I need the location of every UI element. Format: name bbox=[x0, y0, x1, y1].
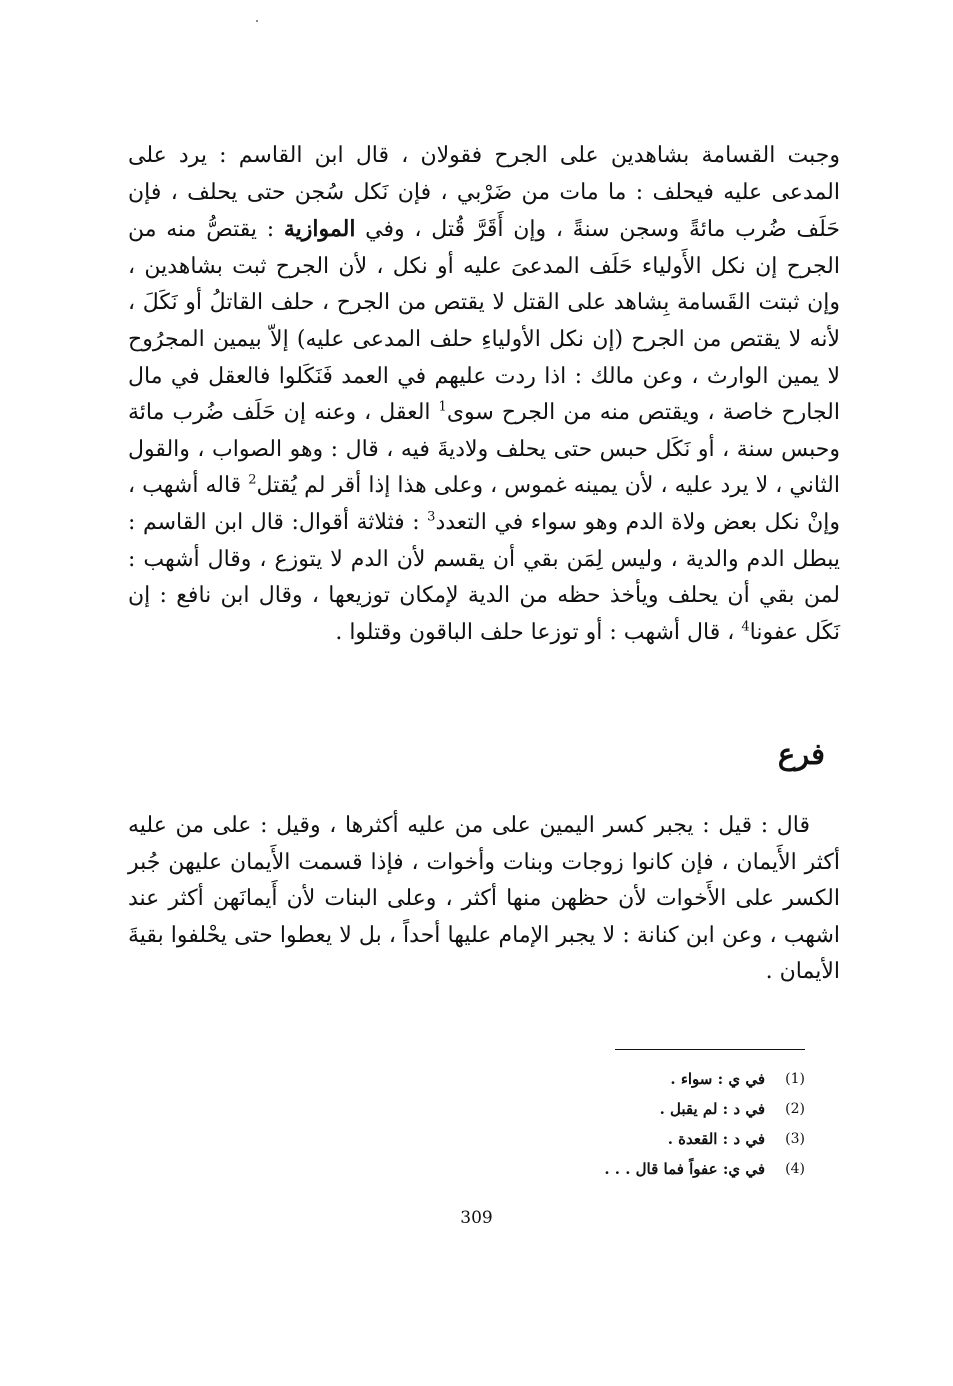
footnote-text: في د : القعدة . bbox=[667, 1130, 765, 1148]
text-run: : فثلاثة أقوال: قال ابن القاسم : يبطل الدم والدية ، وليس لِمَن بقي أن يقسم لأن الدم لا يتوزع ، وقال أشهب : لمن بقي أن يحلف ويأخذ حظه من الدية لإمكان توزيعها ، وقال ابن نافع : إن نَكَل عفونا bbox=[128, 509, 840, 645]
footnote-marker: 2 bbox=[248, 473, 257, 489]
footnote-number: (3) bbox=[785, 1131, 805, 1147]
footnote-item bbox=[505, 1124, 805, 1154]
footnote-number: (2) bbox=[785, 1101, 805, 1117]
scan-speck bbox=[256, 20, 258, 22]
main-paragraph bbox=[128, 138, 840, 651]
footnote-item bbox=[505, 1064, 805, 1094]
footnote-divider bbox=[615, 1049, 805, 1050]
footnote-text: في د : لم يقبل . bbox=[659, 1100, 765, 1118]
section-text-block bbox=[128, 808, 840, 991]
text-run: العقل ، وعنه إن حَلَف ضُرب مائة وحبس سنة ، أو نَكَل حبس حتى يحلف ولاديةَ فيه ، قال : وهو الصواب ، والقول الثاني ، لا يرد عليه ، لأن يمينه غموس ، وعلى هذا إذا أقر لم يُقتل bbox=[128, 400, 840, 499]
text-run: : يقتصُّ منه من الجرح إن نكل الأَولياء حَلَف المدعىَ عليه أو نكل ، لأن الجرح ثبت بشاهدين ، وإن ثبتت القَسامة بِشاهد على القتل لا يقتص من الجرح ، حلف القاتلُ أو نَكَلَ ، لأنه لا يقتص من الجرح (إن نكل الأولياءِ حلف المدعى عليه) إلاّ بيمين المجرُوح لا يمين الوارث ، وعن مالك : اذا ردت عليهم في العمد فَنَكَلوا فالعقل في مال الجارح خاصة ، ويقتص منه من الجرح سوى bbox=[128, 217, 840, 426]
footnote-marker: 4 bbox=[741, 619, 750, 635]
footnotes-list bbox=[505, 1064, 805, 1184]
footnote-item bbox=[505, 1154, 805, 1184]
footnote-text: في ي: عفواً فما قال . . . bbox=[604, 1160, 765, 1178]
footnote-number: (1) bbox=[785, 1071, 805, 1087]
section-heading: فرع bbox=[777, 737, 825, 771]
footnote-number: (4) bbox=[785, 1161, 805, 1177]
text-run: وجبت القسامة بشاهدين على الجرح فقولان ، قال ابن القاسم : يرد على المدعى عليه فيحلف : ما مات من ضَرْبي ، فإن نَكل سُجن حتى يحلف ، فإن حَلَف ضُرب مائةً وسجن سنةً ، وإن أَقَرَّ قُتل ، وفي bbox=[128, 143, 840, 243]
text-run: ، قال أشهب : أو توزعا حلف الباقون وقتلوا . bbox=[335, 619, 742, 645]
footnote-marker: 3 bbox=[427, 509, 436, 525]
text-run: قاله أشهب ، وإنْ نكل بعض ولاة الدم وهو سواء في التعدد bbox=[128, 473, 840, 535]
text-run-bold: الموازية bbox=[283, 216, 356, 243]
page-number: 309 bbox=[460, 1208, 493, 1228]
footnote-text: في ي : سواء . bbox=[670, 1070, 765, 1088]
footnote-marker: 1 bbox=[438, 399, 447, 415]
section-paragraph: قال : قيل : يجبر كسر اليمين على من عليه أكثرها ، وقيل : على من عليه أكثر الأَيمان ، فإن كانوا زوجات وبنات وأخوات ، فإذا قسمت الأَيمان عليهن جُبر الكسر على الأَخوات لأن حظهن منها أكثر ، وعلى البنات لأن أَيمانَهن أكثر عند اشهب ، وعن ابن كنانة : لا يجبر الإمام عليها أحداً ، بل لا يعطوا حتى يحْلفوا بقيةَ الأيمان . bbox=[128, 813, 840, 985]
main-text-block bbox=[128, 138, 840, 651]
footnote-item bbox=[505, 1094, 805, 1124]
